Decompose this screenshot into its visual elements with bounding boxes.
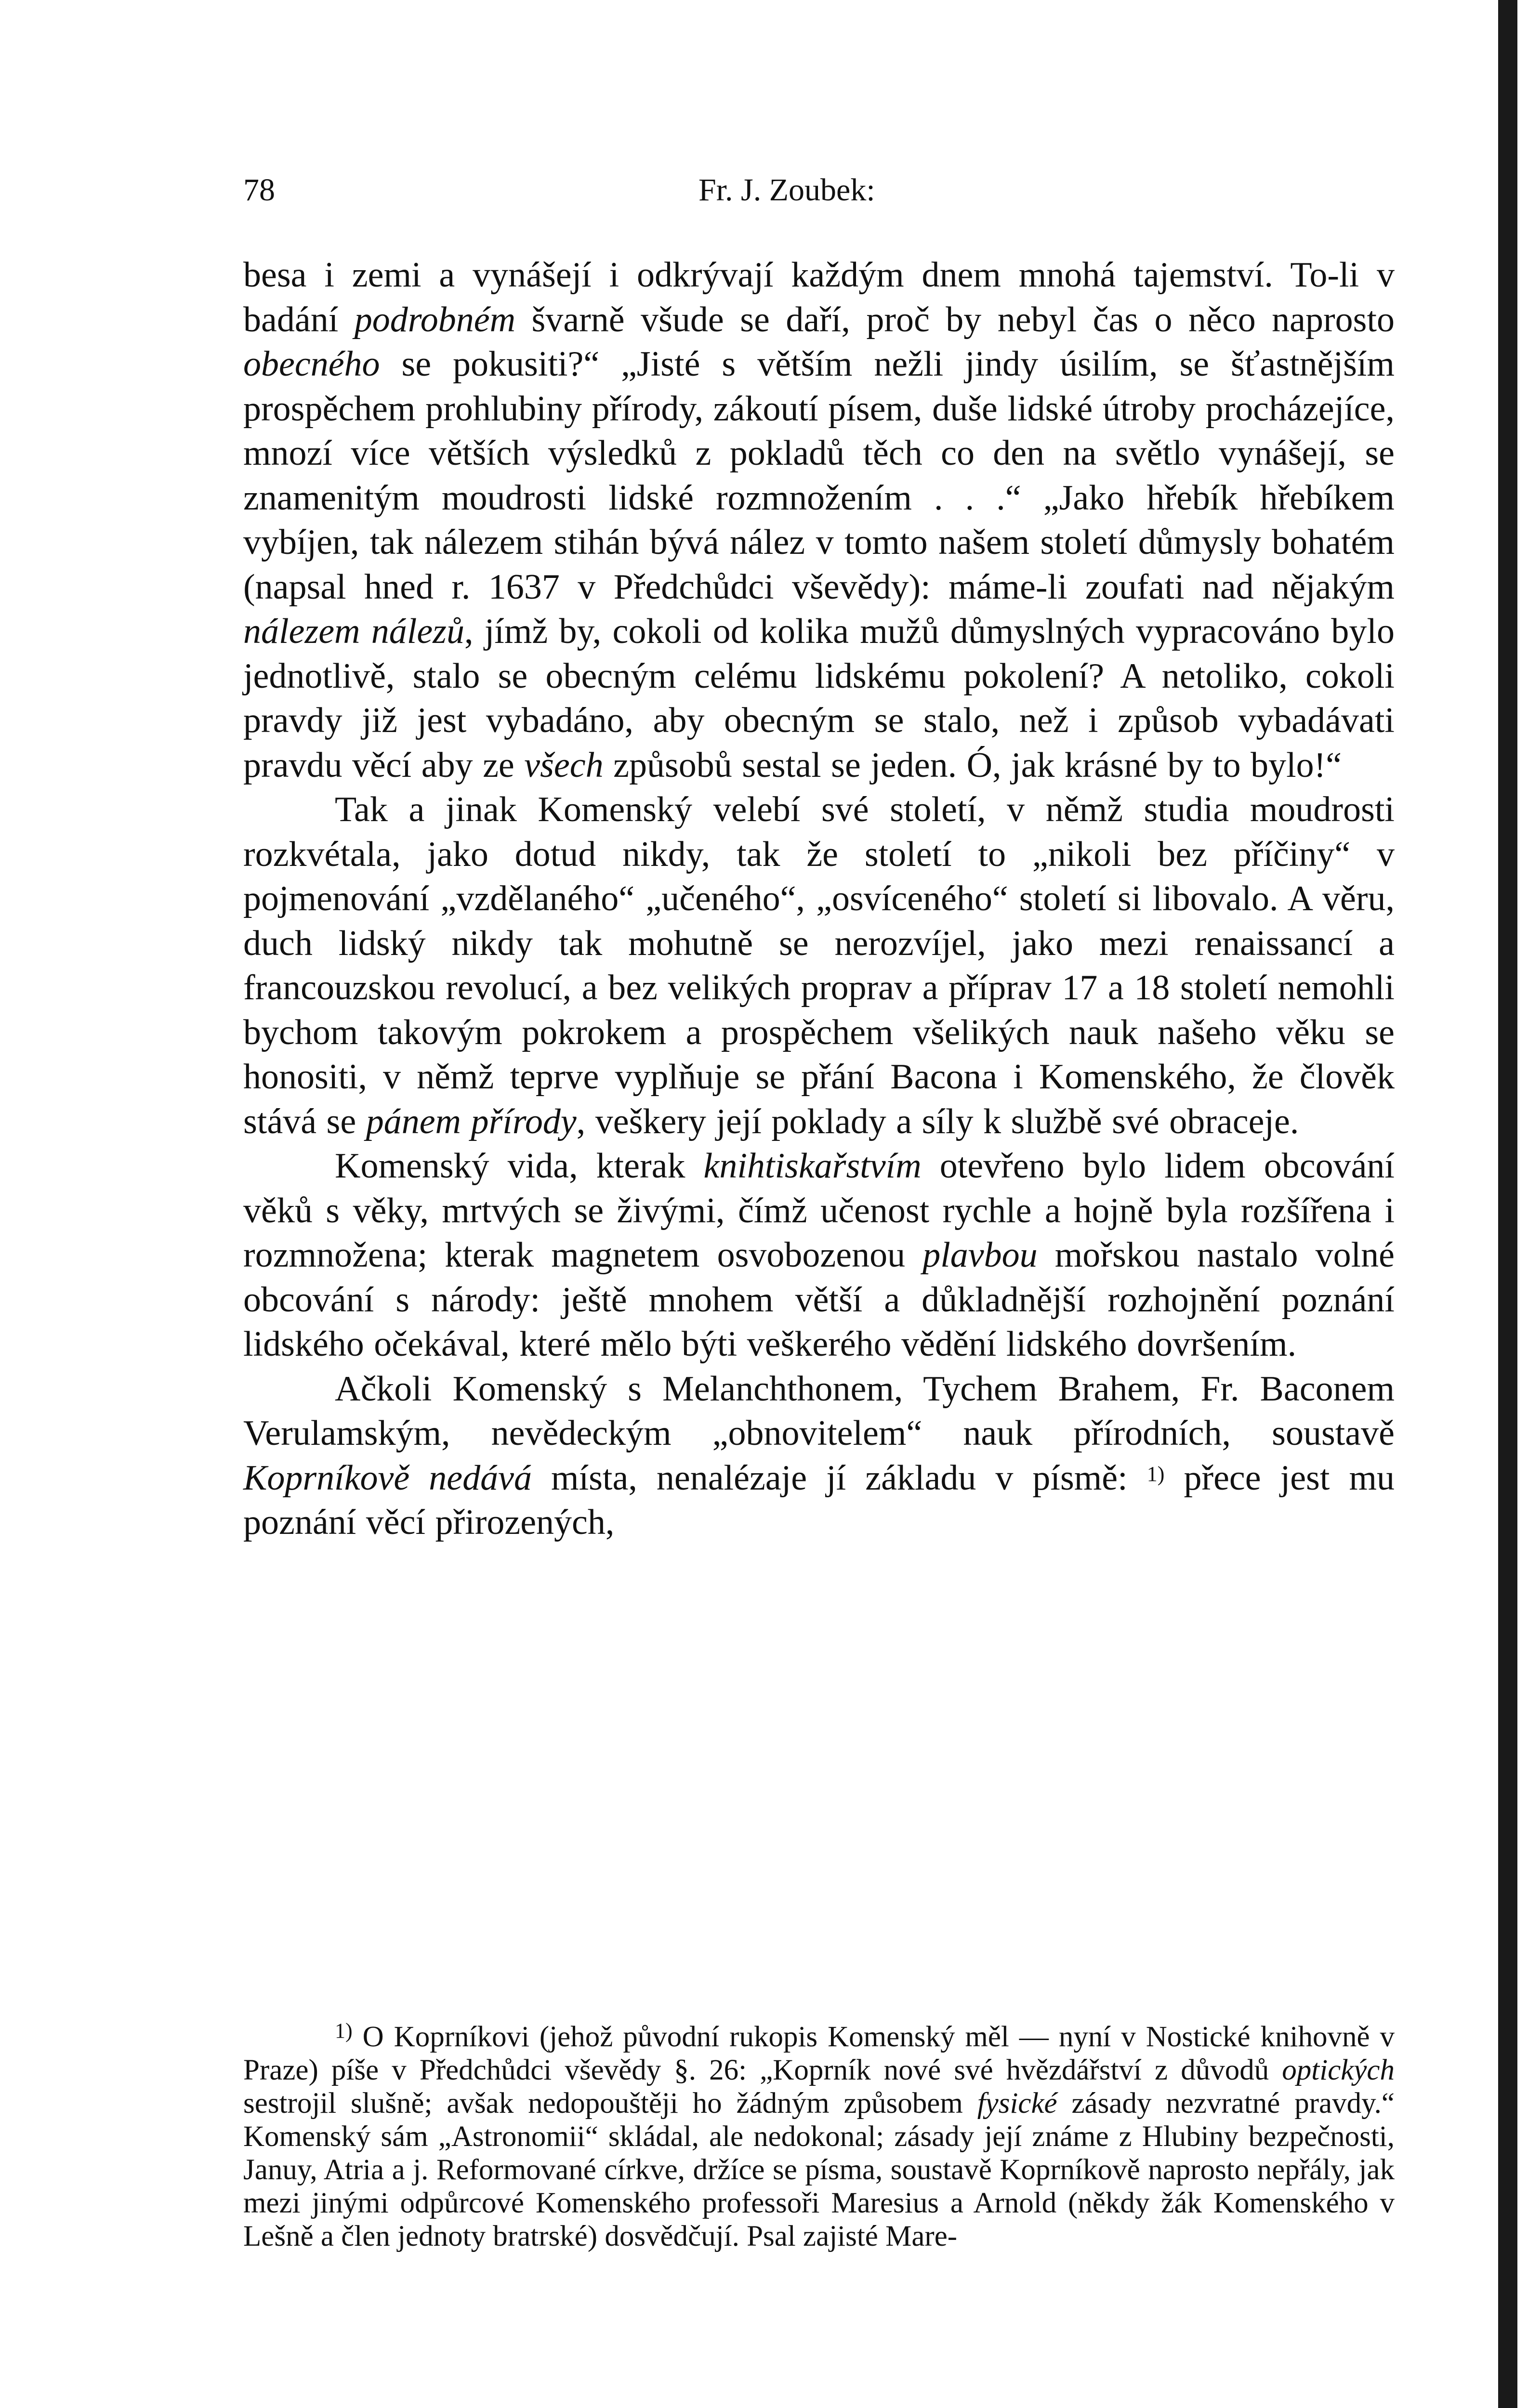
paragraph (243, 1367, 1395, 1545)
main-text (243, 253, 1395, 1545)
emphasis-text: nálezem nálezů (243, 612, 464, 651)
top-margin (0, 0, 1517, 11)
emphasis-text: všech (524, 745, 604, 785)
text-run: Komenský vida, kterak (335, 1146, 704, 1186)
text-run: způsobů sestal se jeden. Ó, jak krásné by to bylo!“ (603, 745, 1342, 785)
running-head-title: Fr. J. Zoubek: (698, 172, 875, 208)
emphasis-text: Koprníkově nedává (243, 1458, 532, 1498)
emphasis-text: pánem přírody (366, 1101, 577, 1141)
running-head (243, 164, 942, 217)
emphasis-text: knihtiskařstvím (703, 1146, 922, 1186)
page-number: 78 (243, 172, 275, 208)
text-run: O Koprníkovi (jehož původní rukopis Komenský měl — nyní v Nostické knihovně v Praze) píše v Předchůdci vševědy §. 26: „Koprník nové své hvězdářství z důvodů (243, 2021, 1395, 2086)
text-run: , jímž by, cokoli od kolika mužů důmyslných vypracováno bylo jednotlivě, stalo se obecným celému lidskému pokolení? A netoliko, cokoli pravdy již jest vybadáno, aby obecným se stalo, než i způsob vybadávati pravdu věcí aby ze (243, 612, 1395, 785)
paragraph (243, 253, 1395, 787)
text-run: otevřeno bylo lidem obcování věků s věky, mrtvých se živými, čímž učenost rychle a hojně byla rozšířena i rozmnožena; kterak magnetem osvobozenou (243, 1146, 1395, 1275)
text-run: se pokusiti?“ „Jisté s větším nežli jindy úsilím, se šťastnějším prospěchem prohlubiny přírody, zákoutí písem, duše lidské útroby procházejíce, mnozí více větších výsledků z pokladů těch co den na světlo vynášejí, se znamenitým moudrosti lidské rozmnožením . . .“ „Jako hřebík hřebíkem vybíjen, tak nálezem stihán bývá nález v tomto našem století důmysly bohatém (napsal hned r. 1637 v Předchůdci vševědy): máme-li zoufati nad nějakým (243, 344, 1395, 607)
paragraph (243, 787, 1395, 1144)
text-run: mořskou nastalo volné obcování s národy: ještě mnohem větší a důkladnější rozhojnění poznání lidského očekával, které mělo býti veškerého vědění lidského dovršením. (243, 1235, 1395, 1364)
paragraph (243, 1144, 1395, 1367)
footnotes (243, 2020, 1395, 2253)
text-run: Tak a jinak Komenský velebí své století, v němž studia moudrosti rozkvétala, jako dotud nikdy, tak že století to „nikoli bez příčiny“ v pojmenování „vzdělaného“ „učeného“, „osvíceného“ století si libovalo. A věru, duch lidský nikdy tak mohutně se nerozvíjel, jako mezi renaissancí a francouzskou revolucí, a bez velikých proprav a příprav 17 a 18 století nemohli bychom takovým pokrokem a prospěchem všelikých nauk našeho věku se honositi, v němž teprve vyplňuje se přání Bacona i Komenského, že člověk stává se (243, 790, 1395, 1141)
footnote-reference: 1) (1146, 1462, 1165, 1486)
emphasis-text: optických (1282, 2054, 1395, 2086)
emphasis-text: obecného (243, 344, 380, 384)
text-run: Ačkoli Komenský s Melanchthonem, Tychem Brahem, Fr. Baconem Verulamským, nevědeckým „obnovitelem“ nauk přírodních, soustavě (243, 1369, 1395, 1453)
text-run: , veškery její poklady a síly k službě své obraceje. (576, 1101, 1299, 1141)
footnote (243, 2020, 1395, 2253)
scan-edge-shadow (1498, 0, 1517, 2408)
text-run: zásady nezvratné pravdy.“ Komenský sám „Astronomii“ skládal, ale nedokonal; zásady její známe z Hlubiny bezpečnosti, Januy, Atria a j. Reformované církve, držíce se písma, soustavě Koprníkově naprosto nepřály, jak mezi jinými odpůrcové Komenského professoři Maresius a Arnold (někdy žák Komenského v Lešně a člen jednoty bratrské) dosvědčují. Psal zajisté Mare- (243, 2087, 1395, 2252)
text-run: švarně všude se daří, proč by nebyl čas o něco naprosto (515, 300, 1395, 340)
emphasis-text: podrobném (354, 300, 516, 340)
emphasis-text: plavbou (922, 1235, 1038, 1275)
emphasis-text: fysické (977, 2087, 1057, 2120)
text-run: besa i zemi a vynášejí i odkrývají každým dnem mnohá tajemství. To-li v badání (243, 255, 1395, 340)
text-run: přece jest mu poznání věcí přirozených, (243, 1458, 1395, 1542)
footnote-marker: 1) (335, 2019, 353, 2042)
text-run: místa, nenalézaje jí základu v písmě: (531, 1458, 1147, 1498)
text-run: sestrojil slušně; avšak nedopouštěji ho žádným způsobem (243, 2087, 977, 2120)
